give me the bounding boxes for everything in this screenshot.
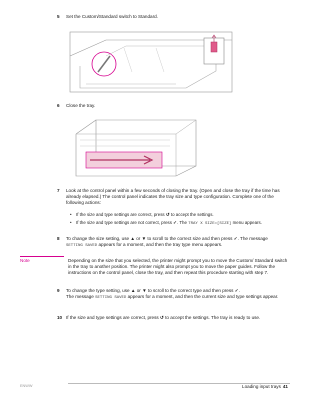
message-text: SETTING SAVED — [95, 296, 127, 301]
step-number: 7 — [57, 188, 60, 193]
step-number: 9 — [57, 288, 60, 293]
step-text: To change the size setting, use ▲ or ▼ to scroll to the correct size and then press ✓. The message SETTING SAVED appears for a moment, and then the tray type menu appears. — [66, 236, 268, 249]
footer-section: Loading input trays — [242, 384, 281, 389]
note-text: Depending on the size that you selected, the printer might prompt you to move the Custom/ Standard switch in the tray to another position. The printer might also prompt you to move the paper guides. Follow the instructions on the control panel, close the tray, and then repeat this procedure starting with step 7. — [68, 258, 288, 276]
up-arrow-icon: ▲ — [130, 236, 135, 241]
step-number: 5 — [57, 14, 60, 19]
up-arrow-icon: ▲ — [130, 288, 136, 293]
back-arrow-icon: ↺ — [159, 315, 164, 320]
note-label: Note — [20, 258, 30, 263]
step-text: Set the Custom/Standard switch to Standard. — [66, 14, 158, 19]
footer-page-info — [242, 384, 288, 389]
footer-doc-id: ENWW — [20, 384, 33, 388]
message-text: SETTING SAVED — [66, 244, 98, 249]
check-icon: ✓ — [233, 236, 238, 241]
step-number: 6 — [57, 103, 60, 108]
note-divider — [20, 256, 64, 257]
tray-switch-illustration — [66, 26, 236, 96]
step-text: To change the type setting, use ▲ or ▼ to scroll to the correct type and then press ✓. The message SETTING SAVED appears for a moment, and then the current size and type settings appear. — [66, 288, 279, 301]
step-number: 8 — [57, 236, 60, 241]
check-icon: ✓ — [234, 288, 239, 293]
step-text: Close the tray. — [66, 103, 96, 108]
back-arrow-icon: ↺ — [165, 212, 170, 217]
check-icon: ✓ — [173, 220, 178, 225]
close-tray-illustration — [66, 116, 206, 180]
step-text: Look at the control panel within a few seconds of closing the tray. (Open and close the tray if the time has already elapsed.) The control panel indicates the tray size and type configuration. Complete one of the following actions: — [66, 188, 280, 206]
down-arrow-icon: ▼ — [141, 236, 147, 241]
down-arrow-icon: ▼ — [142, 288, 147, 293]
page-number: 41 — [282, 384, 288, 389]
menu-name: TRAY X SIZE=[SIZE] — [188, 222, 232, 226]
step-number: 10 — [57, 315, 63, 320]
step-text: If the size and type settings are correct, press ↺ to accept the settings. The tray is ready to use. — [66, 315, 261, 320]
